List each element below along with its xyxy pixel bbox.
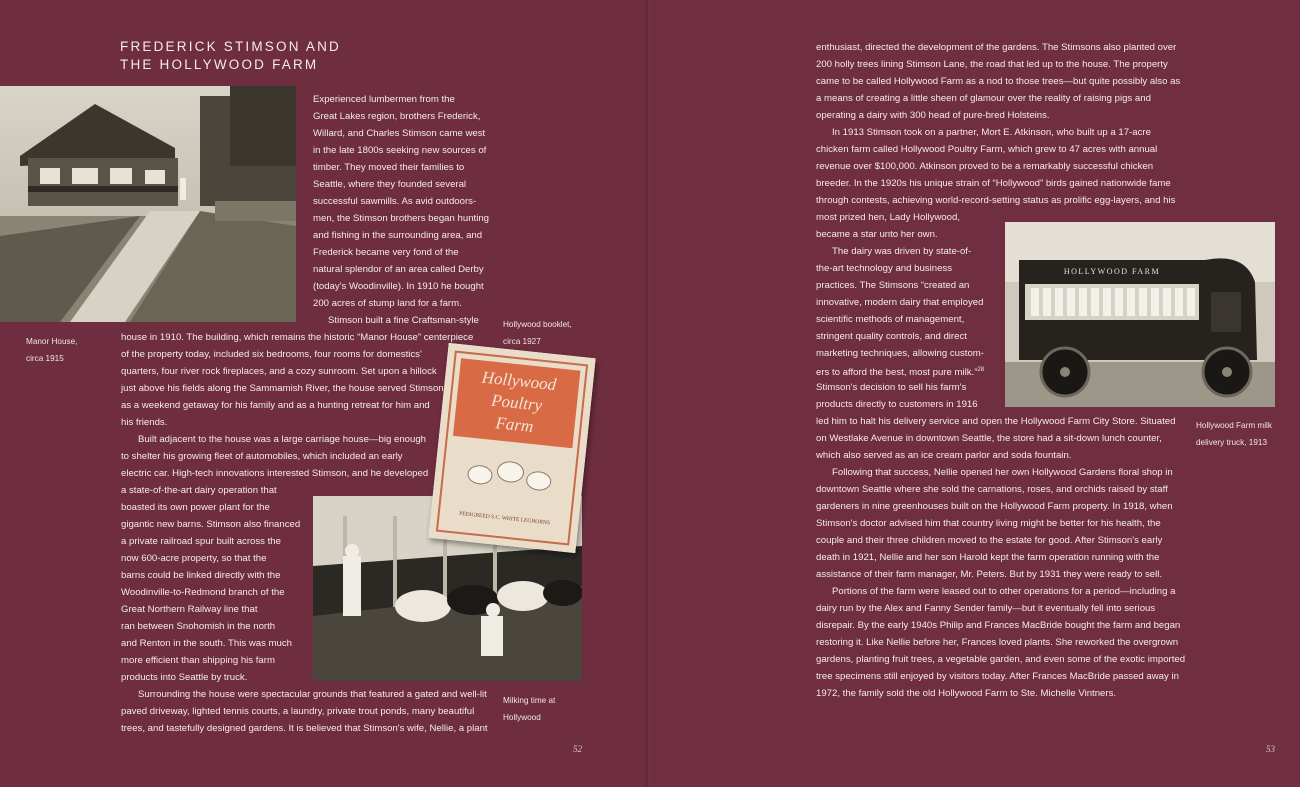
left-line: paved driveway, lighted tennis courts, a laundry, private trout ponds, many beautiful (121, 706, 475, 717)
right-line: the-art technology and business (816, 263, 952, 274)
left-line: quarters, four river rock fireplaces, and a cozy sunroom. Set upon a hillock (121, 366, 437, 377)
caption-booklet-line-2: circa 1927 (503, 337, 541, 346)
right-line: 1972, the family sold the old Hollywood Farm to Ste. Michelle Vintners. (816, 688, 1117, 699)
left-line: gigantic new barns. Stimson also financed (121, 519, 301, 530)
page-number-left: 52 (573, 744, 582, 754)
right-line: which also served as an ice cream parlor and soda fountain. (816, 450, 1072, 461)
right-line: practices. The Stimsons “created an (816, 280, 970, 291)
right-line: gardeners in nine greenhouses built on the Hollywood Farm property. In 1918, when (816, 501, 1173, 512)
caption-truck-line-2: delivery truck, 1913 (1196, 438, 1267, 447)
left-line: timber. They moved their families to (313, 162, 465, 173)
right-line: breeder. In the 1920s his unique strain of “Hollywood” birds gained nationwide fame (816, 178, 1171, 189)
truck-sign-text: HOLLYWOOD FARM (1063, 267, 1161, 276)
left-line: now 600-acre property, so that the (121, 553, 267, 564)
left-line: barns could be linked directly with the (121, 570, 281, 581)
right-line: disrepair. By the early 1940s Philip and Frances MacBride bought the farm and began (816, 620, 1181, 631)
right-line: dairy run by the Alex and Fanny Sender family—but it eventually fell into serious (816, 603, 1156, 614)
left-line: 200 acres of stump land for a farm. (313, 298, 462, 309)
right-line: products directly to customers in 1916 (816, 399, 978, 410)
right-line: In 1913 Stimson took on a partner, Mort E. Atkinson, who built up a 17-acre (832, 127, 1151, 138)
right-page (650, 0, 1300, 787)
left-line: as a weekend getaway for his family and as a hunting retreat for him and (121, 400, 430, 411)
left-line: and Renton in the south. This was much (121, 638, 293, 649)
left-line: to shelter his growing fleet of automobiles, which included an early (121, 451, 403, 462)
left-line: Great Northern Railway line that (121, 604, 258, 615)
hollywood-booklet-image (428, 343, 596, 553)
caption-booklet-line-1: Hollywood booklet, (503, 320, 572, 329)
left-line: Surrounding the house were spectacular grounds that featured a gated and well-lit (138, 689, 487, 700)
right-line: Stimson's decision to sell his farm's (816, 382, 967, 393)
left-line: boasted its own power plant for the (121, 502, 270, 513)
footnote-marker: 28 (977, 367, 985, 373)
left-line: Woodinville-to-Redmond branch of the (121, 587, 285, 598)
right-line: led him to halt his delivery service and open the Hollywood Farm City Store. Situated (816, 416, 1176, 427)
left-line: natural splendor of an area called Derby (313, 264, 484, 275)
right-line: couple and their three children moved to the estate for good. After Stimson's early (816, 535, 1163, 546)
chapter-title-line-2: THE HOLLYWOOD FARM (120, 57, 319, 72)
left-line: men, the Stimson brothers began hunting (313, 213, 489, 224)
left-line: ran between Snohomish in the north (121, 621, 276, 632)
chapter-title-line-1: FREDERICK STIMSON AND (120, 39, 341, 54)
caption-manor-line-2: circa 1915 (26, 354, 64, 363)
right-line: death in 1921, Nellie and her son Harold kept the farm operation running with the (816, 552, 1160, 563)
right-line-text: ers to afford the best, most pure milk.” (816, 367, 978, 379)
right-line: enthusiast, directed the development of the gardens. The Stimsons also planted over (816, 42, 1177, 53)
right-line: stringent quality controls, and direct (816, 331, 967, 342)
left-line: house in 1910. The building, which remains the historic “Manor House” centerpiece (121, 332, 474, 343)
left-line: Frederick became very fond of the (313, 247, 459, 258)
booklet-title-line-1: Hollywood (480, 367, 558, 395)
right-line: Portions of the farm were leased out to other operations for a period—including a (832, 586, 1176, 597)
booklet-footer: PEDIGREED S.C. WHITE LEGHORNS (458, 510, 551, 527)
left-line: successful sawmills. As avid outdoors- (313, 196, 477, 207)
left-line: Experienced lumbermen from the (313, 94, 455, 105)
left-line: Willard, and Charles Stimson came west (313, 128, 486, 139)
right-line: marketing techniques, allowing custom- (816, 348, 984, 359)
right-line: a means of creating a little sheen of glamour over the reality of raising pigs and (816, 93, 1151, 104)
left-line: Built adjacent to the house was a large carriage house—big enough (138, 434, 427, 445)
right-line: through contests, achieving world-record-setting status as prolific egg-layers, and his (816, 195, 1176, 206)
left-line: electric car. High-tech innovations interested Stimson, and he developed (121, 468, 429, 479)
caption-milking-line-2: Hollywood (503, 713, 541, 722)
right-line: Following that success, Nellie opened her own Hollywood Gardens floral shop in (832, 467, 1173, 478)
right-line: chicken farm called Hollywood Poultry Farm, which grew to 47 acres with annual (816, 144, 1158, 155)
right-line: 200 holly trees lining Stimson Lane, the road that led up to the house. The property (816, 59, 1168, 70)
left-line: (today's Woodinville). In 1910 he bought (313, 281, 484, 292)
left-line: Seattle, where they founded several (313, 179, 467, 190)
right-line: operating a dairy with 300 head of pure-bred Holsteins. (816, 110, 1050, 121)
right-line: became a star unto her own. (816, 229, 938, 240)
caption-manor-line-1: Manor House, (26, 337, 78, 346)
left-line: Great Lakes region, brothers Frederick, (313, 111, 481, 122)
right-line: on Westlake Avenue in downtown Seattle, the store had a sit-down lunch counter, (816, 433, 1162, 444)
left-line: products into Seattle by truck. (121, 672, 248, 683)
left-line: more efficient than shipping his farm (121, 655, 275, 666)
left-line: in the late 1800s seeking new sources of (313, 145, 487, 156)
delivery-truck-photo (1005, 222, 1275, 407)
right-line: restoring it. Like Nellie before her, Frances loved plants. She reworked the overgrown (816, 637, 1179, 648)
right-line: gardens, planting fruit trees, a vegetable garden, and even some of the exotic imported (816, 654, 1186, 665)
caption-milking-line-1: Milking time at (503, 696, 556, 705)
right-line: assistance of their farm manager, Mr. Peters. But by 1931 they were ready to sell. (816, 569, 1163, 580)
left-line: of the property today, included six bedrooms, four rooms for domestics' (121, 349, 422, 360)
left-line: a state-of-the-art dairy operation that (121, 485, 277, 496)
left-line: a private railroad spur built across the (121, 536, 281, 547)
left-line: trees, and tastefully designed gardens. It is believed that Stimson's wife, Nellie, a plant (121, 723, 488, 734)
page-number-right: 53 (1266, 744, 1275, 754)
right-line: most prized hen, Lady Hollywood, (816, 212, 960, 223)
left-line: his friends. (121, 417, 168, 428)
right-line: Stimson's doctor advised him that country living might be better for his health, the (816, 518, 1161, 529)
left-line: Stimson built a fine Craftsman-style (328, 315, 479, 326)
left-line: just above his fields along the Sammamish River, the house served Stimson (121, 383, 444, 394)
booklet-title-line-3: Farm (494, 413, 535, 437)
left-line: and fishing in the surrounding area, and (313, 230, 483, 241)
booklet-title-line-2: Poultry (490, 390, 544, 415)
manor-house-photo (0, 86, 296, 322)
chapter-title (120, 38, 341, 74)
right-line: came to be called Hollywood Farm as a nod to those trees—but quite possibly also as (816, 76, 1181, 87)
right-line: tree specimens still enjoyed by visitors today. After Frances MacBride passed away in (816, 671, 1179, 682)
caption-truck-line-1: Hollywood Farm milk (1196, 421, 1272, 430)
right-line: scientific methods of management, (816, 314, 965, 325)
right-line: The dairy was driven by state-of- (832, 246, 972, 257)
right-line: revenue over $100,000. Atkinson proved to be a remarkably successful chicken (816, 161, 1154, 172)
right-line: downtown Seattle where she sold the carnations, roses, and orchids raised by staff (816, 484, 1168, 495)
right-line: innovative, modern dairy that employed (816, 297, 984, 308)
